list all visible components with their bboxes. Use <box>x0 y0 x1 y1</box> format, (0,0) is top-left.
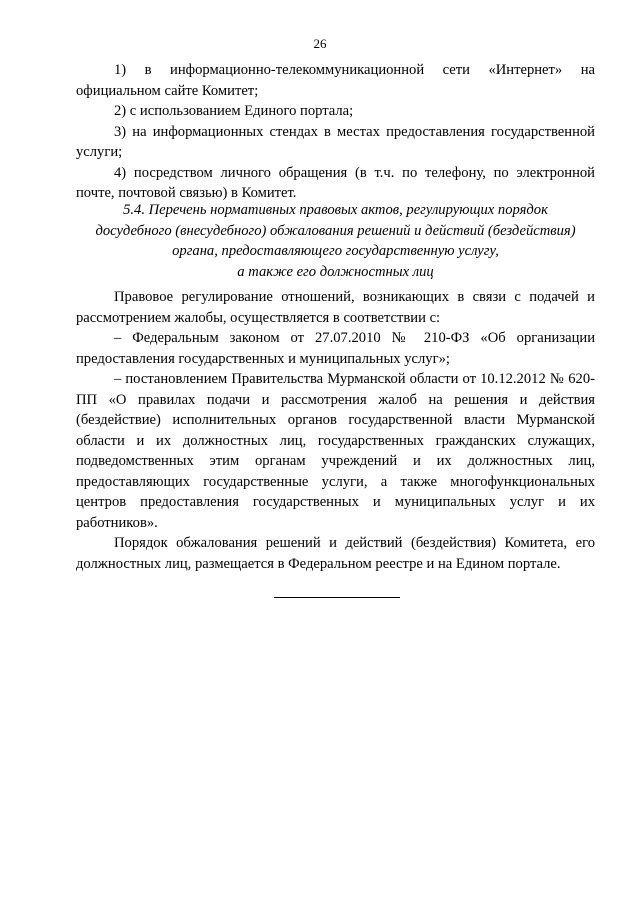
list-item: 4) посредством личного обращения (в т.ч. по телефону, по электронной почте, почтовой связью) в Комитет. <box>76 164 595 201</box>
page-number: 26 <box>313 36 327 51</box>
section-heading-line: органа, предоставляющего государственную услугу, <box>172 243 499 259</box>
end-of-document-line <box>274 597 400 598</box>
body-paragraph: – Федеральным законом от 27.07.2010 № 210-ФЗ «Об организации предоставления государственных и муниципальных услуг»; <box>76 330 595 367</box>
body-paragraph: – постановлением Правительства Мурманской области от 10.12.2012 № 620-ПП «О правилах подачи и рассмотрения жалоб на решения и действия (бездействие) исполнительных органов государственной власти Мурманской области и их должностных лиц, государственных гражданских служащих, подведомственных этим органам учреждений и их должностных лиц, предоставляющих государственные услуги, а также многофункциональных центров предоставления государственных и муниципальных услуг и их работников». <box>76 371 595 531</box>
body-paragraph: Порядок обжалования решений и действий (бездействия) Комитета, его должностных лиц, размещается в Федеральном реестре и на Едином портале. <box>76 535 595 572</box>
list-item: 2) с использованием Единого портала; <box>114 103 354 119</box>
section-heading-line: а также его должностных лиц <box>237 263 434 280</box>
section-body <box>76 287 595 574</box>
section-heading-line: досудебного (внесудебного) обжалования решений и действий (бездействия) <box>95 222 576 239</box>
body-paragraph: Правовое регулирование отношений, возникающих в связи с подачей и рассмотрением жалобы, осуществляется в соответствии с: <box>76 289 595 326</box>
section-heading <box>76 200 595 282</box>
section-heading-line: 5.4. Перечень нормативных правовых актов, регулирующих порядок <box>123 202 548 218</box>
list-item: 1) в информационно-телекоммуникационной сети «Интернет» на официальном сайте Комитет; <box>76 62 595 99</box>
list-item: 3) на информационных стендах в местах предоставления государственной услуги; <box>76 123 595 160</box>
notification-channels-list <box>76 60 595 204</box>
